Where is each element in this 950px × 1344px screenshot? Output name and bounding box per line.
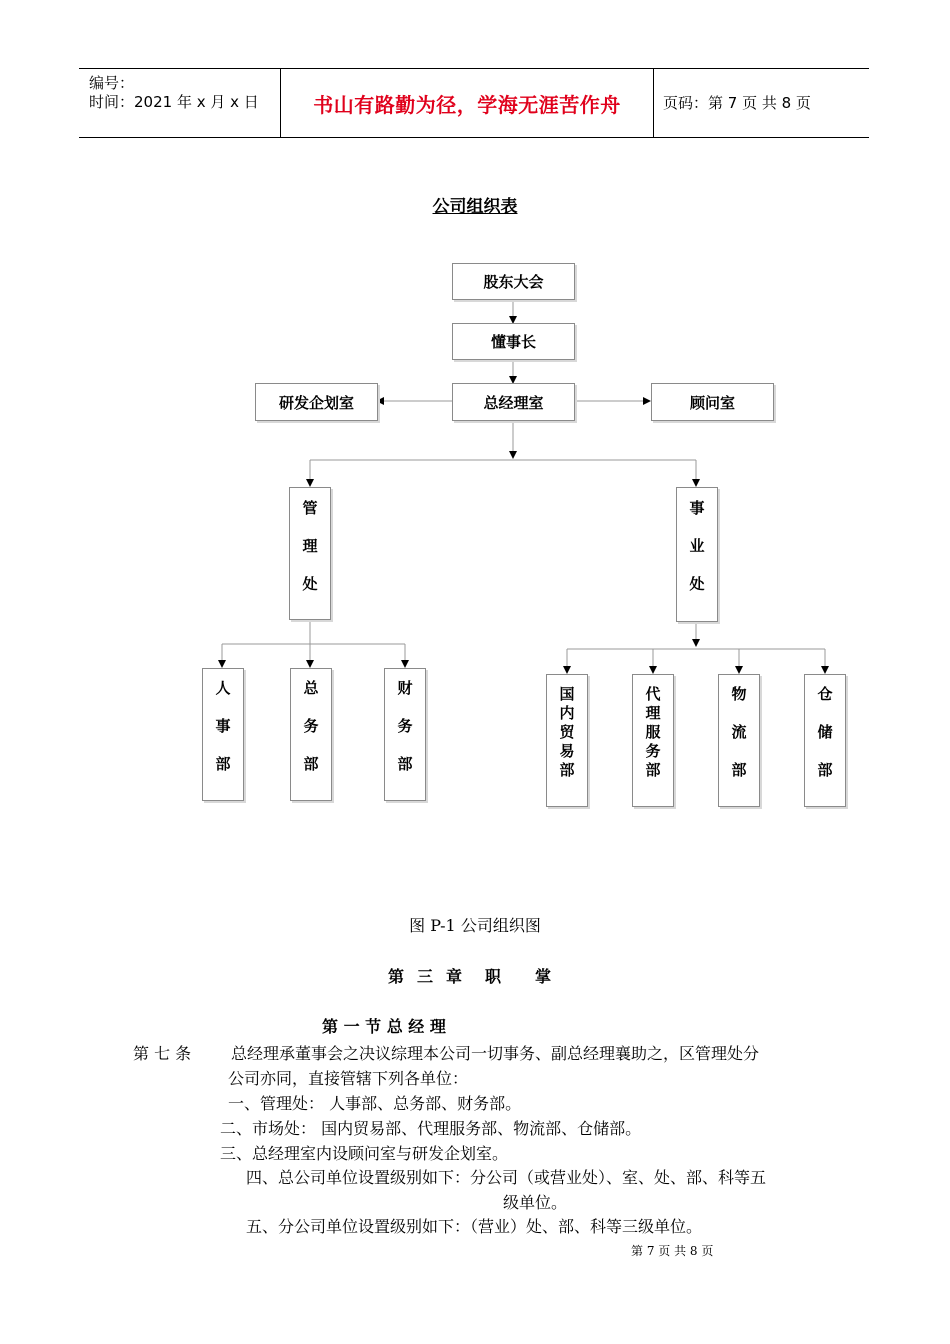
org-box-char: 处 bbox=[302, 575, 318, 593]
time-label: 时间：2021 年 x 月 x 日 bbox=[89, 93, 259, 111]
org-box-advisor-office bbox=[651, 383, 774, 421]
org-box-char: 事 bbox=[215, 717, 231, 735]
org-box-gm-office bbox=[452, 383, 575, 421]
chapter-heading-char: 三 bbox=[417, 967, 434, 986]
org-box-chairman bbox=[452, 323, 575, 360]
header-motto: 书山有路勤为径，学海无涯苦作舟 bbox=[313, 92, 621, 117]
article-item-4: 四、总公司单位设置级别如下：分公司（或营业处）、室、处、部、科等五 bbox=[246, 1168, 767, 1187]
org-box-general-dept bbox=[290, 668, 332, 801]
org-box-char: 人 bbox=[215, 679, 231, 697]
org-box-label: 总经理室 bbox=[483, 393, 544, 412]
org-box-char: 处 bbox=[689, 575, 705, 593]
number-label: 编号： bbox=[89, 74, 135, 92]
org-box-domestic-trade-dept bbox=[546, 674, 588, 807]
header-page-label: 页码：第 7 页 共 8 页 bbox=[663, 94, 811, 112]
org-box-char: 国 bbox=[559, 685, 575, 703]
org-box-char: 贸 bbox=[559, 723, 575, 741]
org-box-business-division bbox=[676, 487, 718, 622]
article-item-4-cont: 级单位。 bbox=[503, 1193, 568, 1212]
org-box-char: 部 bbox=[397, 755, 413, 773]
org-box-label: 股东大会 bbox=[483, 273, 544, 291]
chapter-heading-char: 第 bbox=[388, 967, 405, 986]
org-box-label: 懂事长 bbox=[490, 333, 536, 351]
org-box-mgmt-division bbox=[289, 487, 331, 620]
article-item-1: 一、管理处： 人事部、总务部、财务部。 bbox=[228, 1094, 522, 1113]
org-box-char: 内 bbox=[559, 704, 575, 722]
figure-caption: 图 P-1 公司组织图 bbox=[409, 916, 541, 935]
org-box-char: 理 bbox=[302, 537, 318, 555]
article-item-2: 二、市场处： 国内贸易部、代理服务部、物流部、仓储部。 bbox=[220, 1119, 642, 1138]
org-box-char: 代 bbox=[645, 685, 661, 703]
org-box-char: 仓 bbox=[817, 685, 833, 703]
org-box-char: 部 bbox=[731, 761, 747, 779]
org-box-char: 易 bbox=[559, 742, 575, 760]
org-box-char: 财 bbox=[397, 679, 413, 697]
org-box-char: 服 bbox=[645, 723, 661, 741]
chapter-heading bbox=[388, 964, 551, 987]
chapter-heading-char: 章 bbox=[446, 967, 463, 986]
org-box-char: 业 bbox=[689, 537, 705, 555]
section-heading: 第 一 节 总 经 理 bbox=[322, 1017, 446, 1036]
article-line-2: 公司亦同，直接管辖下列各单位： bbox=[228, 1069, 469, 1088]
org-box-warehouse-dept bbox=[804, 674, 846, 807]
article-item-3: 三、总经理室内设顾问室与研发企划室。 bbox=[220, 1144, 509, 1163]
org-box-char: 部 bbox=[303, 755, 319, 773]
org-box-char: 事 bbox=[689, 499, 705, 517]
org-box-char: 部 bbox=[645, 761, 661, 779]
org-box-char: 管 bbox=[302, 499, 318, 517]
org-box-finance-dept bbox=[384, 668, 426, 801]
org-box-char: 务 bbox=[397, 717, 413, 735]
article-label: 第 七 条 bbox=[133, 1044, 192, 1063]
org-box-char: 总 bbox=[303, 679, 319, 697]
org-box-hr-dept bbox=[202, 668, 244, 801]
org-box-shareholders bbox=[452, 263, 575, 300]
org-box-char: 部 bbox=[215, 755, 231, 773]
org-box-char: 流 bbox=[731, 723, 747, 741]
article-line-1: 总经理承董事会之决议综理本公司一切事务、副总经理襄助之，区管理处分 bbox=[231, 1044, 760, 1063]
org-box-rd-office bbox=[255, 383, 378, 421]
org-box-agency-service-dept bbox=[632, 674, 674, 807]
chapter-heading-char: 掌 bbox=[535, 967, 552, 986]
org-box-char: 储 bbox=[817, 723, 833, 741]
org-box-label: 顾问室 bbox=[689, 393, 735, 412]
org-box-char: 务 bbox=[645, 742, 661, 760]
org-box-label: 研发企划室 bbox=[278, 393, 354, 412]
org-box-char: 部 bbox=[817, 761, 833, 779]
chart-title-text: 公司组织表 bbox=[432, 197, 518, 217]
org-box-char: 理 bbox=[645, 704, 661, 722]
page-footer: 第 7 页 共 8 页 bbox=[631, 1244, 714, 1258]
article-item-5: 五、分公司单位设置级别如下：（营业）处、部、科等三级单位。 bbox=[246, 1217, 703, 1236]
org-box-logistics-dept bbox=[718, 674, 760, 807]
org-box-char: 务 bbox=[303, 717, 319, 735]
org-box-char: 部 bbox=[559, 761, 575, 779]
org-box-char: 物 bbox=[731, 685, 747, 703]
chapter-heading-char: 职 bbox=[485, 967, 502, 986]
